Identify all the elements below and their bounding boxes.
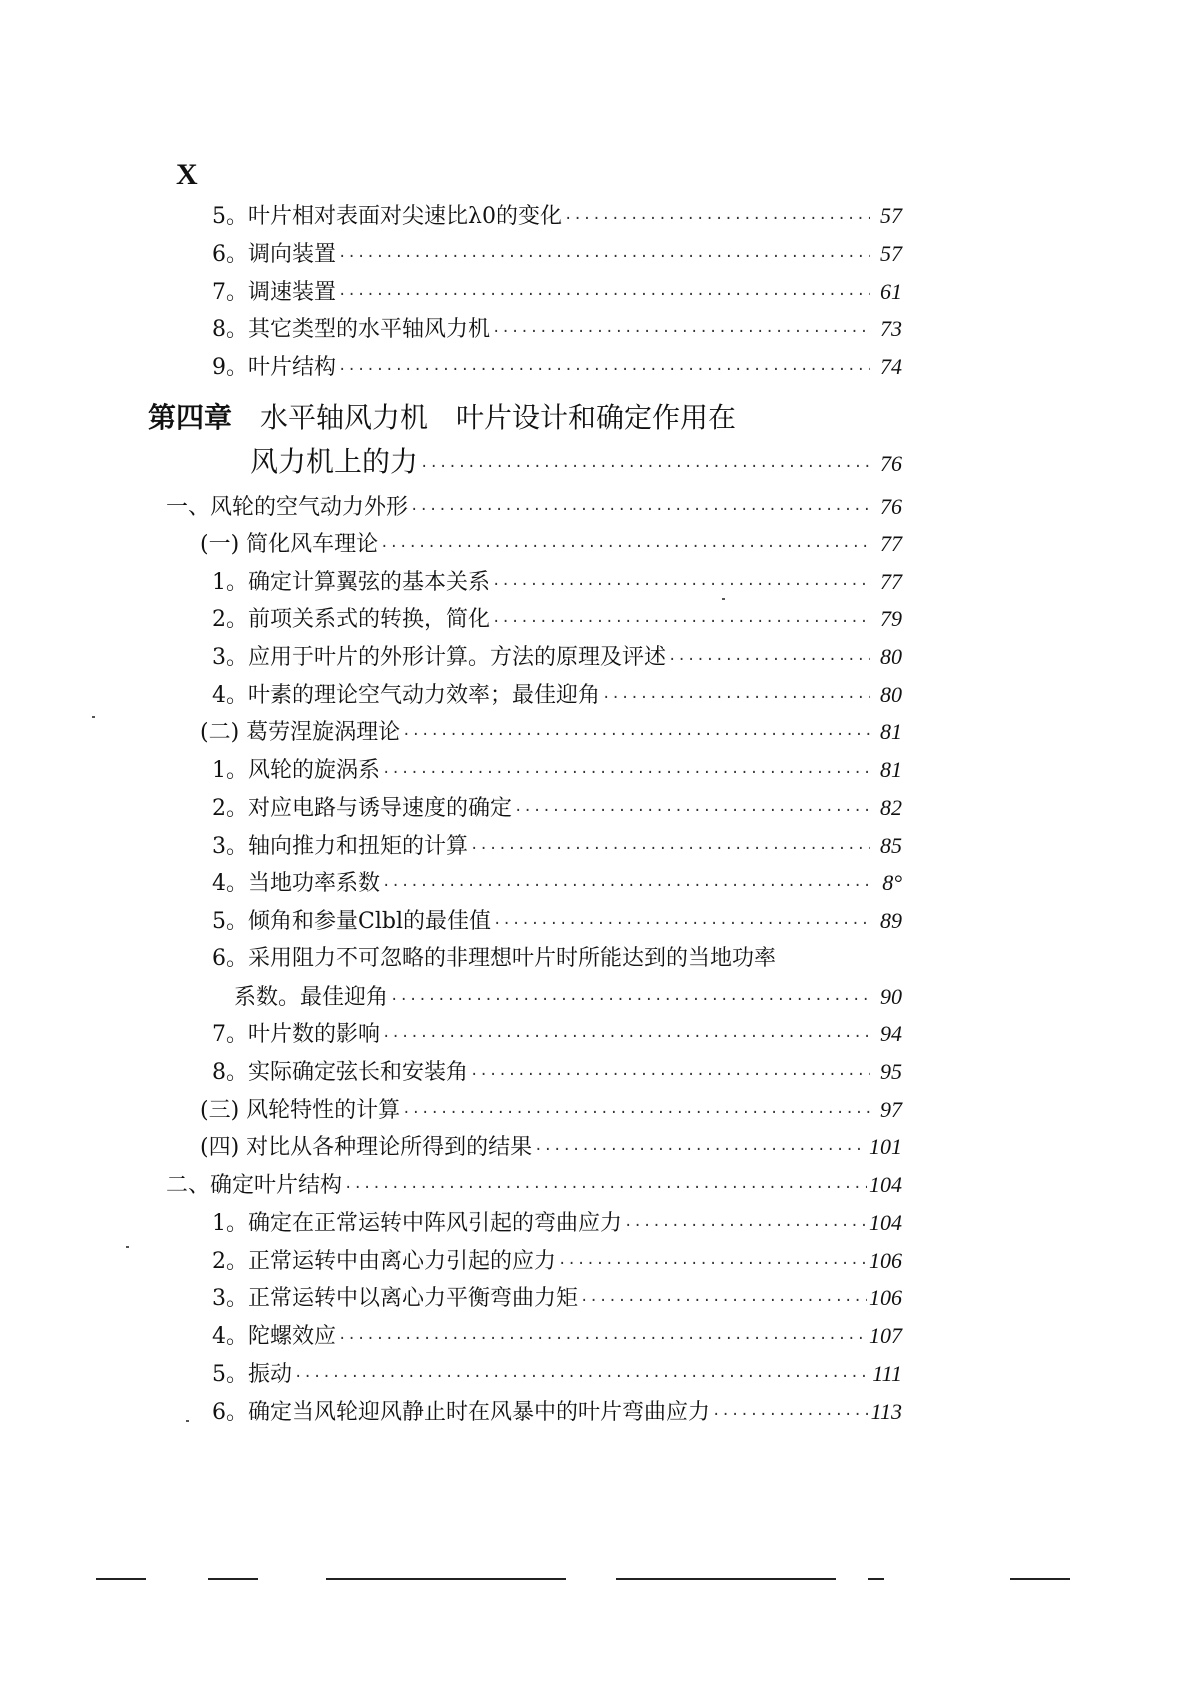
toc-entry: [212, 198, 902, 234]
toc-entry-page: 74: [880, 354, 902, 379]
toc-entry-label: 3。应用于叶片的外形计算。方法的原理及评述: [212, 645, 666, 670]
toc-entry: [212, 1054, 902, 1090]
toc-entry-label: 二、确定叶片结构: [166, 1173, 343, 1198]
toc-entry-label: 3。正常运转中以离心力平衡弯曲力矩: [212, 1286, 578, 1311]
toc-entry: [212, 790, 902, 826]
toc-entry-label: 2。对应电路与诱导速度的确定: [212, 796, 512, 821]
toc-entry-page: 80: [880, 682, 902, 707]
dot-leader: [668, 642, 870, 678]
dot-leader: [470, 831, 870, 867]
toc-entry: [212, 865, 902, 901]
scan-speck: [186, 1420, 189, 1422]
dot-leader: [492, 567, 870, 603]
toc-entry: [212, 639, 902, 675]
toc-entry: [212, 1394, 902, 1430]
dot-leader: [338, 352, 870, 388]
toc-entry-label: 9。叶片结构: [212, 355, 336, 380]
toc-entry-label: (三) 风轮特性的计算: [200, 1098, 401, 1123]
dot-leader: [492, 314, 870, 350]
toc-entry-label: 5。叶片相对表面对尖速比λ0的变化: [212, 204, 562, 229]
toc-entry-page: 104: [869, 1210, 902, 1235]
toc-entry: [212, 311, 902, 347]
toc-entry-page: 81: [880, 719, 902, 744]
scan-speck: [722, 598, 725, 600]
toc-entry-label: 6。调向装置: [212, 242, 336, 267]
toc-entry: [200, 1092, 902, 1128]
toc-entry-page: 85: [880, 833, 902, 858]
scan-footer-lines: [0, 1570, 1200, 1590]
dot-leader: [390, 982, 870, 1018]
toc-entry-label: 3。轴向推力和扭矩的计算: [212, 834, 468, 859]
toc-entry-page: 89: [880, 908, 902, 933]
toc-entry-label: 系数。最佳迎角: [234, 985, 389, 1010]
toc-entry-page: 106: [869, 1285, 902, 1310]
dot-leader: [338, 1321, 867, 1357]
dot-leader: [493, 906, 870, 942]
page-number: X: [176, 158, 199, 191]
dot-leader: [420, 447, 870, 487]
toc-entry-page: 57: [880, 241, 902, 266]
toc-entry: [212, 1318, 902, 1354]
toc-entry-label: 1。确定在正常运转中阵风引起的弯曲应力: [212, 1211, 622, 1236]
toc-entry-label: 2。前项关系式的转换，简化: [212, 607, 490, 632]
toc-entry-label: 6。采用阻力不可忽略的非理想叶片时所能达到的当地功率: [212, 946, 776, 971]
dot-leader: [470, 1057, 870, 1093]
dot-leader: [558, 1246, 867, 1282]
dot-leader: [492, 604, 870, 640]
toc-entry: [212, 349, 902, 385]
toc-entry-page: 104: [869, 1172, 902, 1197]
chapter-title-line2: [250, 442, 902, 482]
toc-entry-page: 8°: [882, 870, 902, 895]
toc-entry-page: 81: [880, 757, 902, 782]
toc-entry: [200, 526, 902, 562]
toc-entry-page: 97: [880, 1097, 902, 1122]
toc-entry-label: 5。振动: [212, 1362, 292, 1387]
toc-entry-label: 8。实际确定弦长和安装角: [212, 1060, 468, 1085]
toc-entry-page: 113: [870, 1399, 902, 1424]
toc-entry-page: 90: [880, 984, 902, 1009]
chapter-title-line1: [148, 398, 736, 438]
chapter-title: 水平轴风力机 叶片设计和确定作用在: [260, 401, 737, 434]
toc-entry: [212, 564, 902, 600]
dot-leader: [410, 492, 870, 528]
toc-entry-page: 80: [880, 644, 902, 669]
toc-entry: [212, 677, 902, 713]
toc-entry-page: 82: [880, 795, 902, 820]
dot-leader: [534, 1132, 867, 1168]
toc-entry-page: 77: [880, 531, 902, 556]
toc-entry-label: (一) 简化风车理论: [200, 532, 379, 557]
toc-entry: [212, 236, 902, 272]
dot-leader: [402, 717, 870, 753]
dot-leader: [514, 793, 870, 829]
dot-leader: [580, 1283, 867, 1319]
toc-entry: [212, 274, 902, 310]
chapter-page: 76: [880, 451, 902, 476]
toc-entry-label: 4。叶素的理论空气动力效率；最佳迎角: [212, 683, 600, 708]
toc-entry: [212, 752, 902, 788]
toc-entry-page: 77: [880, 569, 902, 594]
toc-entry-label: 5。倾角和参量Clbl的最佳值: [212, 909, 491, 934]
toc-entry-label: 一、风轮的空气动力外形: [166, 495, 409, 520]
dot-leader: [602, 680, 870, 716]
dot-leader: [338, 277, 870, 313]
toc-entry-label: 4。当地功率系数: [212, 871, 380, 896]
toc-entry-label: (二) 葛劳涅旋涡理论: [200, 720, 401, 745]
dot-leader: [382, 755, 870, 791]
toc-entry-label: 4。陀螺效应: [212, 1324, 336, 1349]
toc-entry: [212, 941, 902, 977]
toc-entry: [212, 1280, 902, 1316]
dot-leader: [344, 1170, 867, 1206]
toc-entry-page: 101: [869, 1134, 902, 1159]
toc-entry-page: 107: [869, 1323, 902, 1348]
toc-entry-page: 73: [880, 316, 902, 341]
scan-speck: [92, 716, 95, 718]
dot-leader: [380, 529, 870, 565]
dot-leader: [382, 1019, 870, 1055]
toc-entry: [212, 903, 902, 939]
dot-leader: [402, 1095, 870, 1131]
toc-entry-label: (四) 对比从各种理论所得到的结果: [200, 1135, 533, 1160]
toc-entry-page: 76: [880, 494, 902, 519]
toc-entry-label: 7。叶片数的影响: [212, 1022, 380, 1047]
toc-entry: [200, 714, 902, 750]
toc-entry: [212, 828, 902, 864]
toc-entry: [166, 1167, 902, 1203]
toc-entry-page: 57: [880, 203, 902, 228]
dot-leader: [338, 239, 870, 275]
toc-entry: [212, 1016, 902, 1052]
toc-entry-page: 79: [880, 606, 902, 631]
chapter-title-continued: 风力机上的力: [250, 445, 419, 478]
dot-leader: [712, 1397, 869, 1433]
toc-entry-label: 2。正常运转中由离心力引起的应力: [212, 1249, 556, 1274]
chapter-number: 第四章: [148, 401, 233, 434]
toc-entry: [212, 1243, 902, 1279]
toc-entry: [200, 1129, 902, 1165]
toc-entry-page: 95: [880, 1059, 902, 1084]
toc-entry: [212, 1356, 902, 1392]
toc-entry-label: 7。调速装置: [212, 280, 336, 305]
toc-entry-page: 106: [869, 1248, 902, 1273]
toc-entry: [212, 601, 902, 637]
toc-entry-label: 1。确定计算翼弦的基本关系: [212, 570, 490, 595]
dot-leader: [294, 1359, 870, 1395]
dot-leader: [382, 868, 870, 904]
toc-entry-page: 61: [880, 279, 902, 304]
toc-entry-label: 8。其它类型的水平轴风力机: [212, 317, 490, 342]
toc-entry: [212, 1205, 902, 1241]
dot-leader: [624, 1208, 867, 1244]
toc-entry-page: 111: [872, 1361, 902, 1386]
toc-entry: [166, 489, 902, 525]
toc-entry-page: 94: [880, 1021, 902, 1046]
toc-entry: [234, 979, 902, 1015]
toc-entry-label: 1。风轮的旋涡系: [212, 758, 380, 783]
toc-entry-label: 6。确定当风轮迎风静止时在风暴中的叶片弯曲应力: [212, 1400, 710, 1425]
dot-leader: [564, 201, 870, 237]
scan-speck: [126, 1246, 129, 1248]
